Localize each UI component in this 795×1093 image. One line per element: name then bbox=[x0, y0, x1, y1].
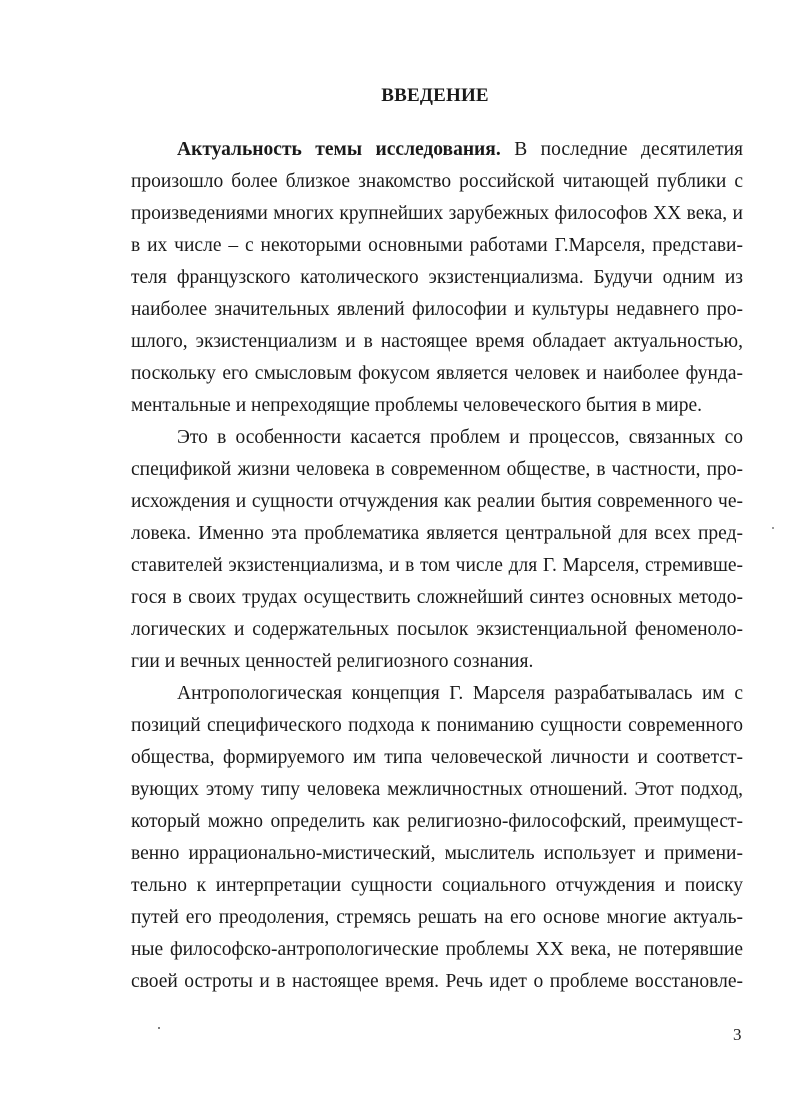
paragraph-3-line: ные философско-антропологические проблемы XX века, не потерявшие bbox=[131, 939, 743, 960]
paragraph-3-line: позиций специфического подхода к пониманию сущности современного bbox=[131, 715, 743, 736]
paragraph-1-line: поскольку его смысловым фокусом является человек и наиболее фунда- bbox=[131, 363, 743, 384]
paragraph-2-line: спецификой жизни человека в современном обществе, в частности, про- bbox=[131, 459, 743, 480]
paragraph-2-line: Это в особенности касается проблем и процессов, связанных со bbox=[177, 427, 743, 448]
paragraph-2-line: ловека. Именно эта проблематика является центральной для всех пред- bbox=[131, 523, 743, 544]
paragraph-1-line: наиболее значительных явлений философии и культуры недавнего про- bbox=[131, 299, 743, 320]
paragraph-2-line: исхождения и сущности отчуждения как реалии бытия современного че- bbox=[131, 491, 743, 512]
paragraph-3-line: Антропологическая концепция Г. Марселя разрабатывалась им с bbox=[177, 683, 743, 704]
paragraph-3-line: общества, формируемого им типа человеческой личности и соответст- bbox=[131, 747, 743, 768]
paragraph-1-line: произошло более близкое знакомство российской читающей публики с bbox=[131, 171, 743, 192]
paragraph-1-line: ментальные и непреходящие проблемы человеческого бытия в мире. bbox=[131, 395, 702, 416]
paragraph-3-line: тельно к интерпретации сущности социального отчуждения и поиску bbox=[131, 875, 743, 896]
paragraph-2-line: гося в своих трудах осуществить сложнейший синтез основных методо- bbox=[131, 587, 743, 608]
paragraph-3-line: вующих этому типу человека межличностных отношений. Этот подход, bbox=[131, 779, 743, 800]
paragraph-1-line: шлого, экзистенциализм и в настоящее время обладает актуальностью, bbox=[131, 331, 743, 352]
paragraph-3-line: путей его преодоления, стремясь решать на его основе многие актуаль- bbox=[131, 907, 743, 928]
paragraph-3-line: который можно определить как религиозно-философский, преимущест- bbox=[131, 811, 743, 832]
paragraph-1-line-1 bbox=[177, 137, 743, 163]
paragraph-1-line: произведениями многих крупнейших зарубежных философов XX века, и bbox=[131, 203, 743, 224]
scan-speck bbox=[772, 527, 774, 529]
paragraph-3-line: своей остроты и в настоящее время. Речь идет о проблеме восстановле- bbox=[131, 971, 743, 992]
paragraph-2-line: ставителей экзистенциализма, и в том числе для Г. Марселя, стремивше- bbox=[131, 555, 743, 576]
paragraph-2-line: гии и вечных ценностей религиозного сознания. bbox=[131, 651, 534, 672]
paragraph-3-line: венно иррационально-мистический, мыслитель использует и примени- bbox=[131, 843, 743, 864]
topic-relevance-lead: Актуальность темы исследования. bbox=[177, 139, 501, 160]
paragraph-1-line: в их числе – с некоторыми основными работами Г.Марселя, представи- bbox=[131, 235, 743, 256]
page-number: 3 bbox=[733, 1025, 742, 1044]
section-heading: ВВЕДЕНИЕ bbox=[381, 85, 489, 106]
scan-speck bbox=[158, 1027, 160, 1029]
paragraph-2-line: логических и содержательных посылок экзистенциальной феноменоло- bbox=[131, 619, 743, 640]
paragraph-1-line: теля французского католического экзистенциализма. Будучи одним из bbox=[131, 267, 743, 288]
paragraph-1-line-1-text: В последние десятилетия bbox=[500, 139, 743, 160]
